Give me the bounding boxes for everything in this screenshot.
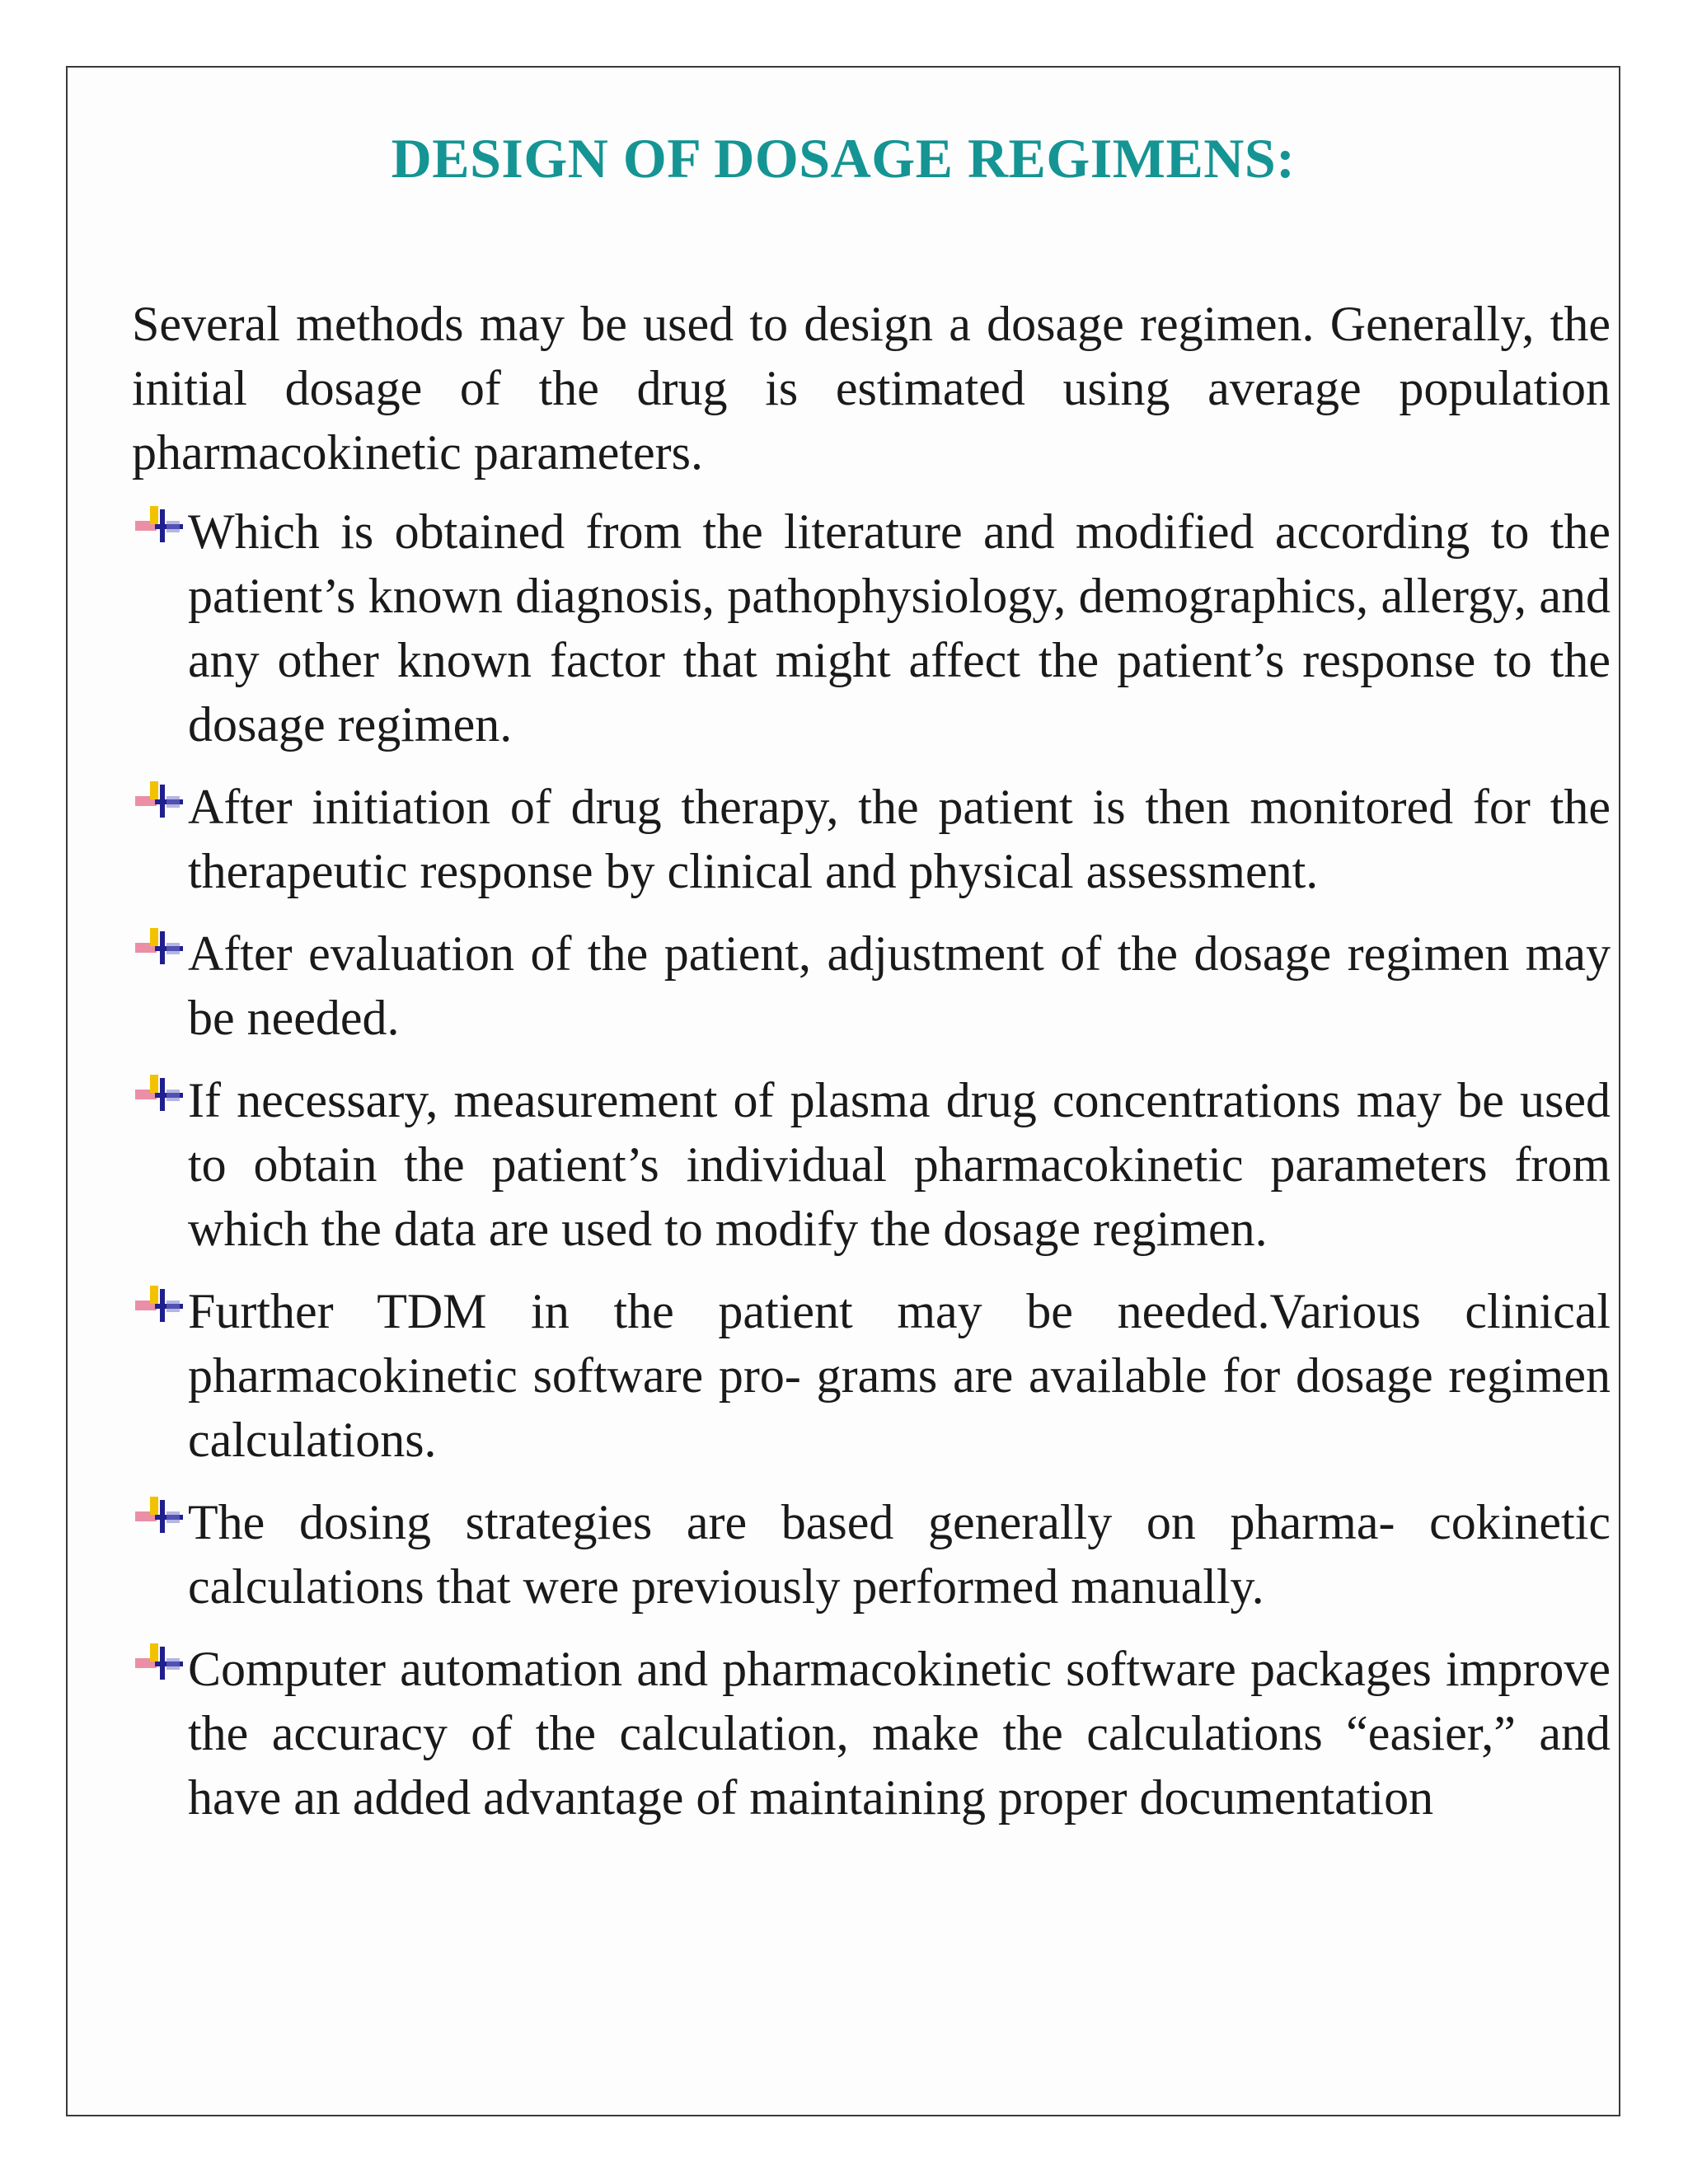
- list-item: [132, 1068, 1611, 1261]
- slide-frame: [66, 66, 1620, 2116]
- plus-arrow-bullet-icon: [135, 1642, 186, 1683]
- list-item: [132, 775, 1611, 903]
- bullet-text: The dosing strategies are based generally on pharma- cokinetic calculations that were previously performed manually.: [188, 1495, 1611, 1614]
- plus-arrow-bullet-icon: [135, 1073, 186, 1114]
- plus-arrow-bullet-icon: [135, 780, 186, 821]
- page-title: DESIGN OF DOSAGE REGIMENS:: [391, 127, 1296, 190]
- list-item: [132, 1490, 1611, 1619]
- intro-paragraph: Several methods may be used to design a dosage regimen. Generally, the initial dosage of the drug is estimated using average population pharmacokinetic parameters.: [132, 297, 1611, 480]
- list-item: [132, 921, 1611, 1050]
- slide-content: [132, 292, 1611, 1848]
- bullet-text: After evaluation of the patient, adjustment of the dosage regimen may be needed.: [188, 926, 1611, 1045]
- plus-arrow-bullet-icon: [135, 1495, 186, 1536]
- bullet-text: If necessary, measurement of plasma drug concentrations may be used to obtain the patient’s individual pharmacokinetic parameters from which the data are used to modify the dosage regimen.: [188, 1073, 1611, 1256]
- plus-arrow-bullet-icon: [135, 926, 186, 968]
- plus-arrow-bullet-icon: [135, 504, 186, 546]
- bullet-text: Which is obtained from the literature and modified according to the patient’s known diagnosis, pathophysiology, demographics, allergy, and any other known factor that might affect the patient’s response to the dosage regimen.: [188, 504, 1611, 752]
- bullet-text: After initiation of drug therapy, the patient is then monitored for the therapeutic response by clinical and physical assessment.: [188, 780, 1611, 898]
- list-item: [132, 1279, 1611, 1472]
- list-item: [132, 1637, 1611, 1830]
- bullet-text: Further TDM in the patient may be needed.Various clinical pharmacokinetic software pro- grams are available for dosage regimen calculations.: [188, 1284, 1611, 1467]
- list-item: [132, 499, 1611, 757]
- plus-arrow-bullet-icon: [135, 1284, 186, 1325]
- bullet-list: [132, 499, 1611, 1830]
- bullet-text: Computer automation and pharmacokinetic software packages improve the accuracy of the calculation, make the calculations “easier,” and have an added advantage of maintaining proper documentation: [188, 1642, 1611, 1825]
